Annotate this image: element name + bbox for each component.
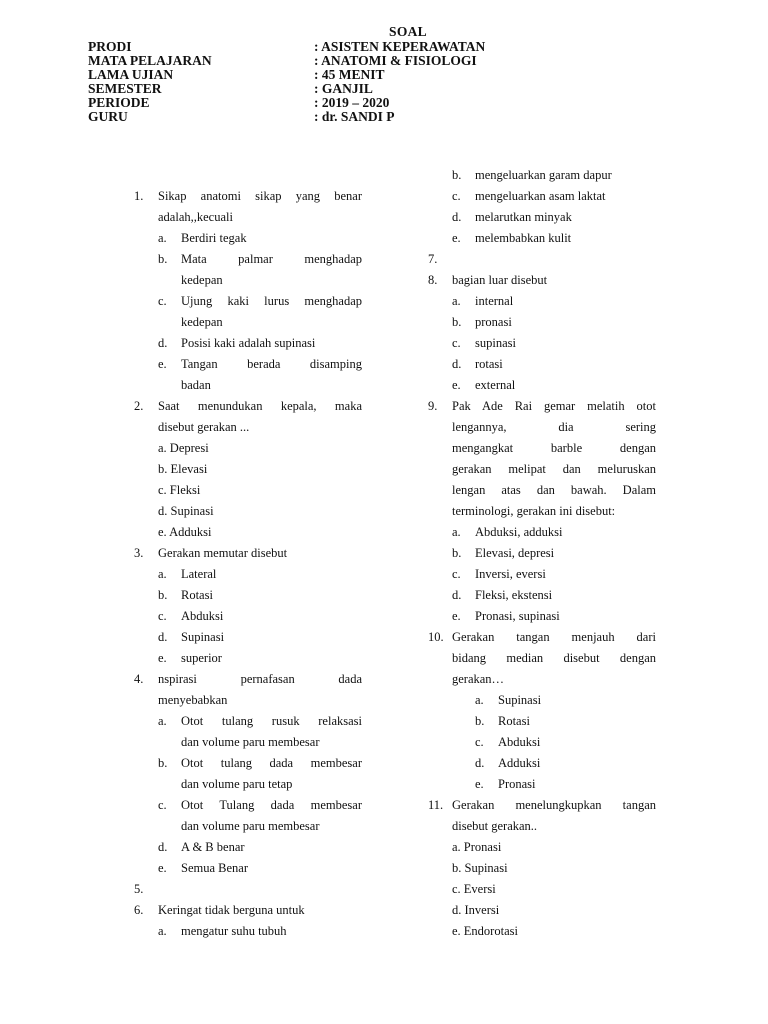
option-text: mengatur suhu tubuh (181, 924, 287, 938)
option-text: Rotasi (181, 588, 213, 602)
option-letter: d. (158, 840, 168, 854)
option-item (428, 753, 656, 774)
header-label-periode: PERIODE (88, 95, 150, 110)
option-letter: e. (158, 357, 167, 371)
question-text: Gerakan menelungkupkan tangan (452, 798, 656, 812)
option-text: Rotasi (498, 714, 530, 728)
option-item (428, 291, 656, 312)
option-item: e. Endorotasi (452, 924, 518, 938)
question-text: Sikap anatomi sikap yang benar (158, 189, 362, 203)
option-text: melembabkan kulit (475, 231, 572, 245)
option-letter: d. (452, 357, 462, 371)
option-letter: e. (158, 651, 167, 665)
option-letter: b. (452, 546, 462, 560)
option-item (428, 585, 656, 606)
question-text: disebut gerakan ... (158, 420, 250, 434)
header-label-mata-pelajaran: MATA PELAJARAN (88, 53, 212, 68)
option-letter: b. (452, 315, 462, 329)
header-label-semester: SEMESTER (88, 81, 162, 96)
option-letter: a. (452, 525, 461, 539)
option-item (428, 606, 656, 627)
question-2 (134, 396, 362, 417)
question-number: 7. (428, 252, 438, 266)
option-item (134, 249, 362, 270)
option-text: Inversi, eversi (475, 567, 546, 581)
option-item (428, 732, 656, 753)
option-text: mengeluarkan garam dapur (475, 168, 612, 182)
question-text: nspirasi pernafasan dada (158, 672, 362, 686)
option-item (134, 354, 362, 375)
option-text: Posisi kaki adalah supinasi (181, 336, 316, 350)
option-item: c. Eversi (452, 882, 496, 896)
question-text: Gerakan memutar disebut (158, 546, 288, 560)
option-text: dan volume paru membesar (181, 735, 320, 749)
option-text: Abduksi (181, 609, 224, 623)
option-letter: e. (452, 378, 461, 392)
option-letter: a. (158, 714, 167, 728)
question-10 (428, 627, 656, 648)
question-6 (134, 900, 362, 921)
option-letter: c. (475, 735, 484, 749)
option-item (428, 333, 656, 354)
option-item (428, 186, 656, 207)
option-letter: c. (158, 609, 167, 623)
question-text: lengannya, dia sering (452, 420, 656, 434)
option-item (428, 165, 656, 186)
option-item: b. Supinasi (452, 861, 508, 875)
header-value-mata-pelajaran: : ANATOMI & FISIOLOGI (314, 53, 477, 68)
option-item (134, 585, 362, 606)
question-text: gerakan… (452, 672, 505, 686)
option-letter: c. (158, 798, 167, 812)
option-letter: d. (452, 210, 462, 224)
question-text: Saat menundukan kepala, maka (158, 399, 362, 413)
header-label-guru: GURU (88, 109, 128, 124)
header-label-prodi: PRODI (88, 39, 132, 54)
question-number: 11. (428, 798, 444, 812)
option-item (428, 375, 656, 396)
question-number: 5. (134, 882, 144, 896)
option-text: A & B benar (181, 840, 245, 854)
option-item (134, 333, 362, 354)
option-text: superior (181, 651, 222, 665)
option-item: e. Adduksi (158, 525, 212, 539)
question-number: 4. (134, 672, 144, 686)
option-item (134, 795, 362, 816)
option-letter: c. (452, 567, 461, 581)
document-title: SOAL (389, 24, 427, 39)
option-item: b. Elevasi (158, 462, 208, 476)
question-8 (428, 270, 656, 291)
question-7 (428, 249, 656, 270)
option-item: c. Fleksi (158, 483, 201, 497)
option-item (428, 522, 656, 543)
option-item (134, 753, 362, 774)
option-letter: b. (452, 168, 462, 182)
option-text: Adduksi (498, 756, 541, 770)
option-text: kedepan (181, 273, 223, 287)
question-4 (134, 669, 362, 690)
option-text: Pronasi (498, 777, 536, 791)
question-number: 1. (134, 189, 144, 203)
option-letter: d. (158, 336, 168, 350)
option-item (428, 711, 656, 732)
option-letter: d. (158, 630, 168, 644)
option-item: a. Depresi (158, 441, 209, 455)
option-text: Supinasi (498, 693, 542, 707)
option-text: Berdiri tegak (181, 231, 247, 245)
option-item (134, 228, 362, 249)
option-letter: b. (158, 252, 168, 266)
option-item (428, 207, 656, 228)
option-text: melarutkan minyak (475, 210, 572, 224)
option-text: pronasi (475, 315, 512, 329)
option-text: Abduksi, adduksi (475, 525, 563, 539)
option-letter: a. (158, 924, 167, 938)
option-item (134, 837, 362, 858)
option-item (134, 291, 362, 312)
option-text: kedepan (181, 315, 223, 329)
question-text: Pak Ade Rai gemar melatih otot (452, 399, 656, 413)
question-text: disebut gerakan.. (452, 819, 538, 833)
question-number: 2. (134, 399, 144, 413)
question-9 (428, 396, 656, 417)
option-letter: c. (452, 336, 461, 350)
option-text: external (475, 378, 516, 392)
option-item: d. Supinasi (158, 504, 214, 518)
option-item (134, 858, 362, 879)
right-column (428, 165, 656, 942)
left-column (134, 186, 362, 942)
option-text: rotasi (475, 357, 503, 371)
option-text: Ujung kaki lurus menghadap (181, 294, 362, 308)
header-value-periode: : 2019 – 2020 (314, 95, 390, 110)
option-text: Mata palmar menghadap (181, 252, 362, 266)
question-text: mengangkat barble dengan (452, 441, 656, 455)
question-number: 3. (134, 546, 144, 560)
option-letter: a. (452, 294, 461, 308)
option-item (428, 564, 656, 585)
header-value-lama-ujian: : 45 MENIT (314, 67, 385, 82)
option-letter: a. (158, 231, 167, 245)
option-item (134, 564, 362, 585)
option-text: dan volume paru membesar (181, 819, 320, 833)
option-item (428, 690, 656, 711)
option-text: Pronasi, supinasi (475, 609, 560, 623)
question-text: bagian luar disebut (452, 273, 548, 287)
option-letter: d. (475, 756, 485, 770)
question-text: menyebabkan (158, 693, 228, 707)
option-letter: a. (475, 693, 484, 707)
option-text: dan volume paru tetap (181, 777, 293, 791)
question-text: Gerakan tangan menjauh dari (452, 630, 656, 644)
header-value-guru: : dr. SANDI P (314, 109, 395, 124)
option-text: Tangan berada disamping (181, 357, 362, 371)
option-text: Abduksi (498, 735, 541, 749)
question-text: bidang median disebut dengan (452, 651, 656, 665)
option-item (428, 543, 656, 564)
question-text: Keringat tidak berguna untuk (158, 903, 305, 917)
option-text: Supinasi (181, 630, 225, 644)
option-letter: b. (158, 756, 168, 770)
option-item (134, 711, 362, 732)
option-item (428, 228, 656, 249)
option-item (428, 354, 656, 375)
option-text: badan (181, 378, 211, 392)
question-number: 6. (134, 903, 144, 917)
option-item (134, 627, 362, 648)
option-text: Fleksi, ekstensi (475, 588, 553, 602)
option-text: Otot tulang dada membesar (181, 756, 362, 770)
question-5 (134, 879, 362, 900)
question-number: 10. (428, 630, 444, 644)
option-letter: b. (158, 588, 168, 602)
question-text: lengan atas dan bawah. Dalam (452, 483, 656, 497)
option-text: Lateral (181, 567, 217, 581)
question-1 (134, 186, 362, 207)
question-11 (428, 795, 656, 816)
option-letter: c. (158, 294, 167, 308)
option-item (428, 312, 656, 333)
option-item (134, 606, 362, 627)
option-text: internal (475, 294, 514, 308)
option-text: Otot Tulang dada membesar (181, 798, 362, 812)
question-number: 9. (428, 399, 438, 413)
option-letter: c. (452, 189, 461, 203)
option-letter: e. (452, 231, 461, 245)
option-letter: d. (452, 588, 462, 602)
option-item (134, 648, 362, 669)
question-number: 8. (428, 273, 438, 287)
option-text: mengeluarkan asam laktat (475, 189, 606, 203)
option-item: a. Pronasi (452, 840, 502, 854)
question-text: adalah,,kecuali (158, 210, 233, 224)
option-item (428, 774, 656, 795)
option-letter: a. (158, 567, 167, 581)
question-text: terminologi, gerakan ini disebut: (452, 504, 616, 518)
option-text: Otot tulang rusuk relaksasi (181, 714, 362, 728)
header-value-semester: : GANJIL (314, 81, 373, 96)
question-text: gerakan melipat dan meluruskan (452, 462, 656, 476)
option-letter: e. (475, 777, 484, 791)
option-text: supinasi (475, 336, 516, 350)
header-value-prodi: : ASISTEN KEPERAWATAN (314, 39, 486, 54)
option-letter: b. (475, 714, 485, 728)
question-3 (134, 543, 362, 564)
option-item: d. Inversi (452, 903, 500, 917)
option-item (134, 921, 362, 942)
option-letter: e. (158, 861, 167, 875)
option-text: Elevasi, depresi (475, 546, 555, 560)
option-letter: e. (452, 609, 461, 623)
option-text: Semua Benar (181, 861, 248, 875)
header-label-lama-ujian: LAMA UJIAN (88, 67, 174, 82)
